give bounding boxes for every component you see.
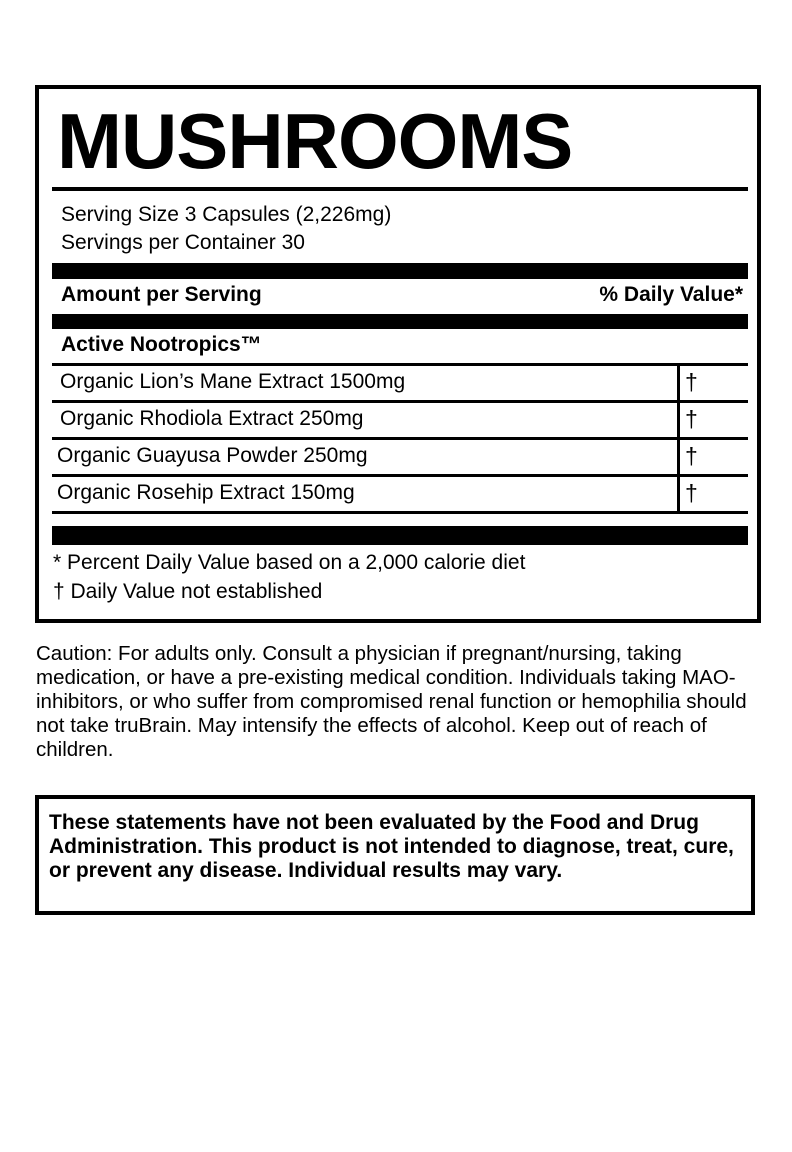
thick-divider-bottom: [52, 526, 748, 545]
daily-value-dagger: †: [685, 369, 698, 395]
thick-divider-top: [52, 263, 748, 279]
ingredient-name: Organic Rhodiola Extract 250mg: [60, 407, 364, 430]
ingredient-row: [52, 366, 748, 403]
caution-text: Caution: For adults only. Consult a physician if pregnant/nursing, taking medication, or have a pre-existing medical condition. Individuals taking MAO-inhibitors, or who suffer from compromised renal function or hemophilia should not take truBrain. May intensify the effects of alcohol. Keep out of reach of children.: [36, 642, 747, 761]
serving-info: [61, 201, 391, 257]
supplement-facts-panel: [35, 85, 761, 623]
product-title: MUSHROOMS: [57, 97, 573, 185]
daily-value-dagger: †: [685, 443, 698, 469]
servings-per-container: Servings per Container 30: [61, 231, 305, 254]
daily-value-dagger: †: [685, 406, 698, 432]
fda-disclaimer-box: [35, 795, 755, 915]
thick-divider-header: [52, 314, 748, 329]
column-divider: [677, 440, 680, 474]
footnote-percent-daily-value: * Percent Daily Value based on a 2,000 calorie diet: [53, 551, 526, 574]
amount-per-serving-header: Amount per Serving: [61, 283, 262, 306]
ingredient-name: Organic Lion’s Mane Extract 1500mg: [60, 370, 406, 393]
ingredient-row: [52, 403, 748, 440]
title-divider: [52, 187, 748, 191]
ingredient-name: Organic Guayusa Powder 250mg: [57, 444, 368, 467]
footnote-dagger: † Daily Value not established: [53, 580, 323, 603]
daily-value-dagger: †: [685, 480, 698, 506]
ingredient-name: Organic Rosehip Extract 150mg: [57, 481, 355, 504]
column-divider: [677, 403, 680, 437]
column-divider: [677, 366, 680, 400]
serving-size: Serving Size 3 Capsules (2,226mg): [61, 203, 392, 226]
column-divider: [677, 477, 680, 511]
ingredient-row: [52, 440, 748, 477]
section-title: Active Nootropics™: [61, 333, 262, 356]
ingredient-row: [52, 477, 748, 514]
fda-disclaimer-text: These statements have not been evaluated by the Food and Drug Administration. This product is not intended to diagnose, treat, cure, or prevent any disease. Individual results may vary.: [49, 811, 734, 882]
daily-value-header: % Daily Value*: [599, 283, 743, 306]
